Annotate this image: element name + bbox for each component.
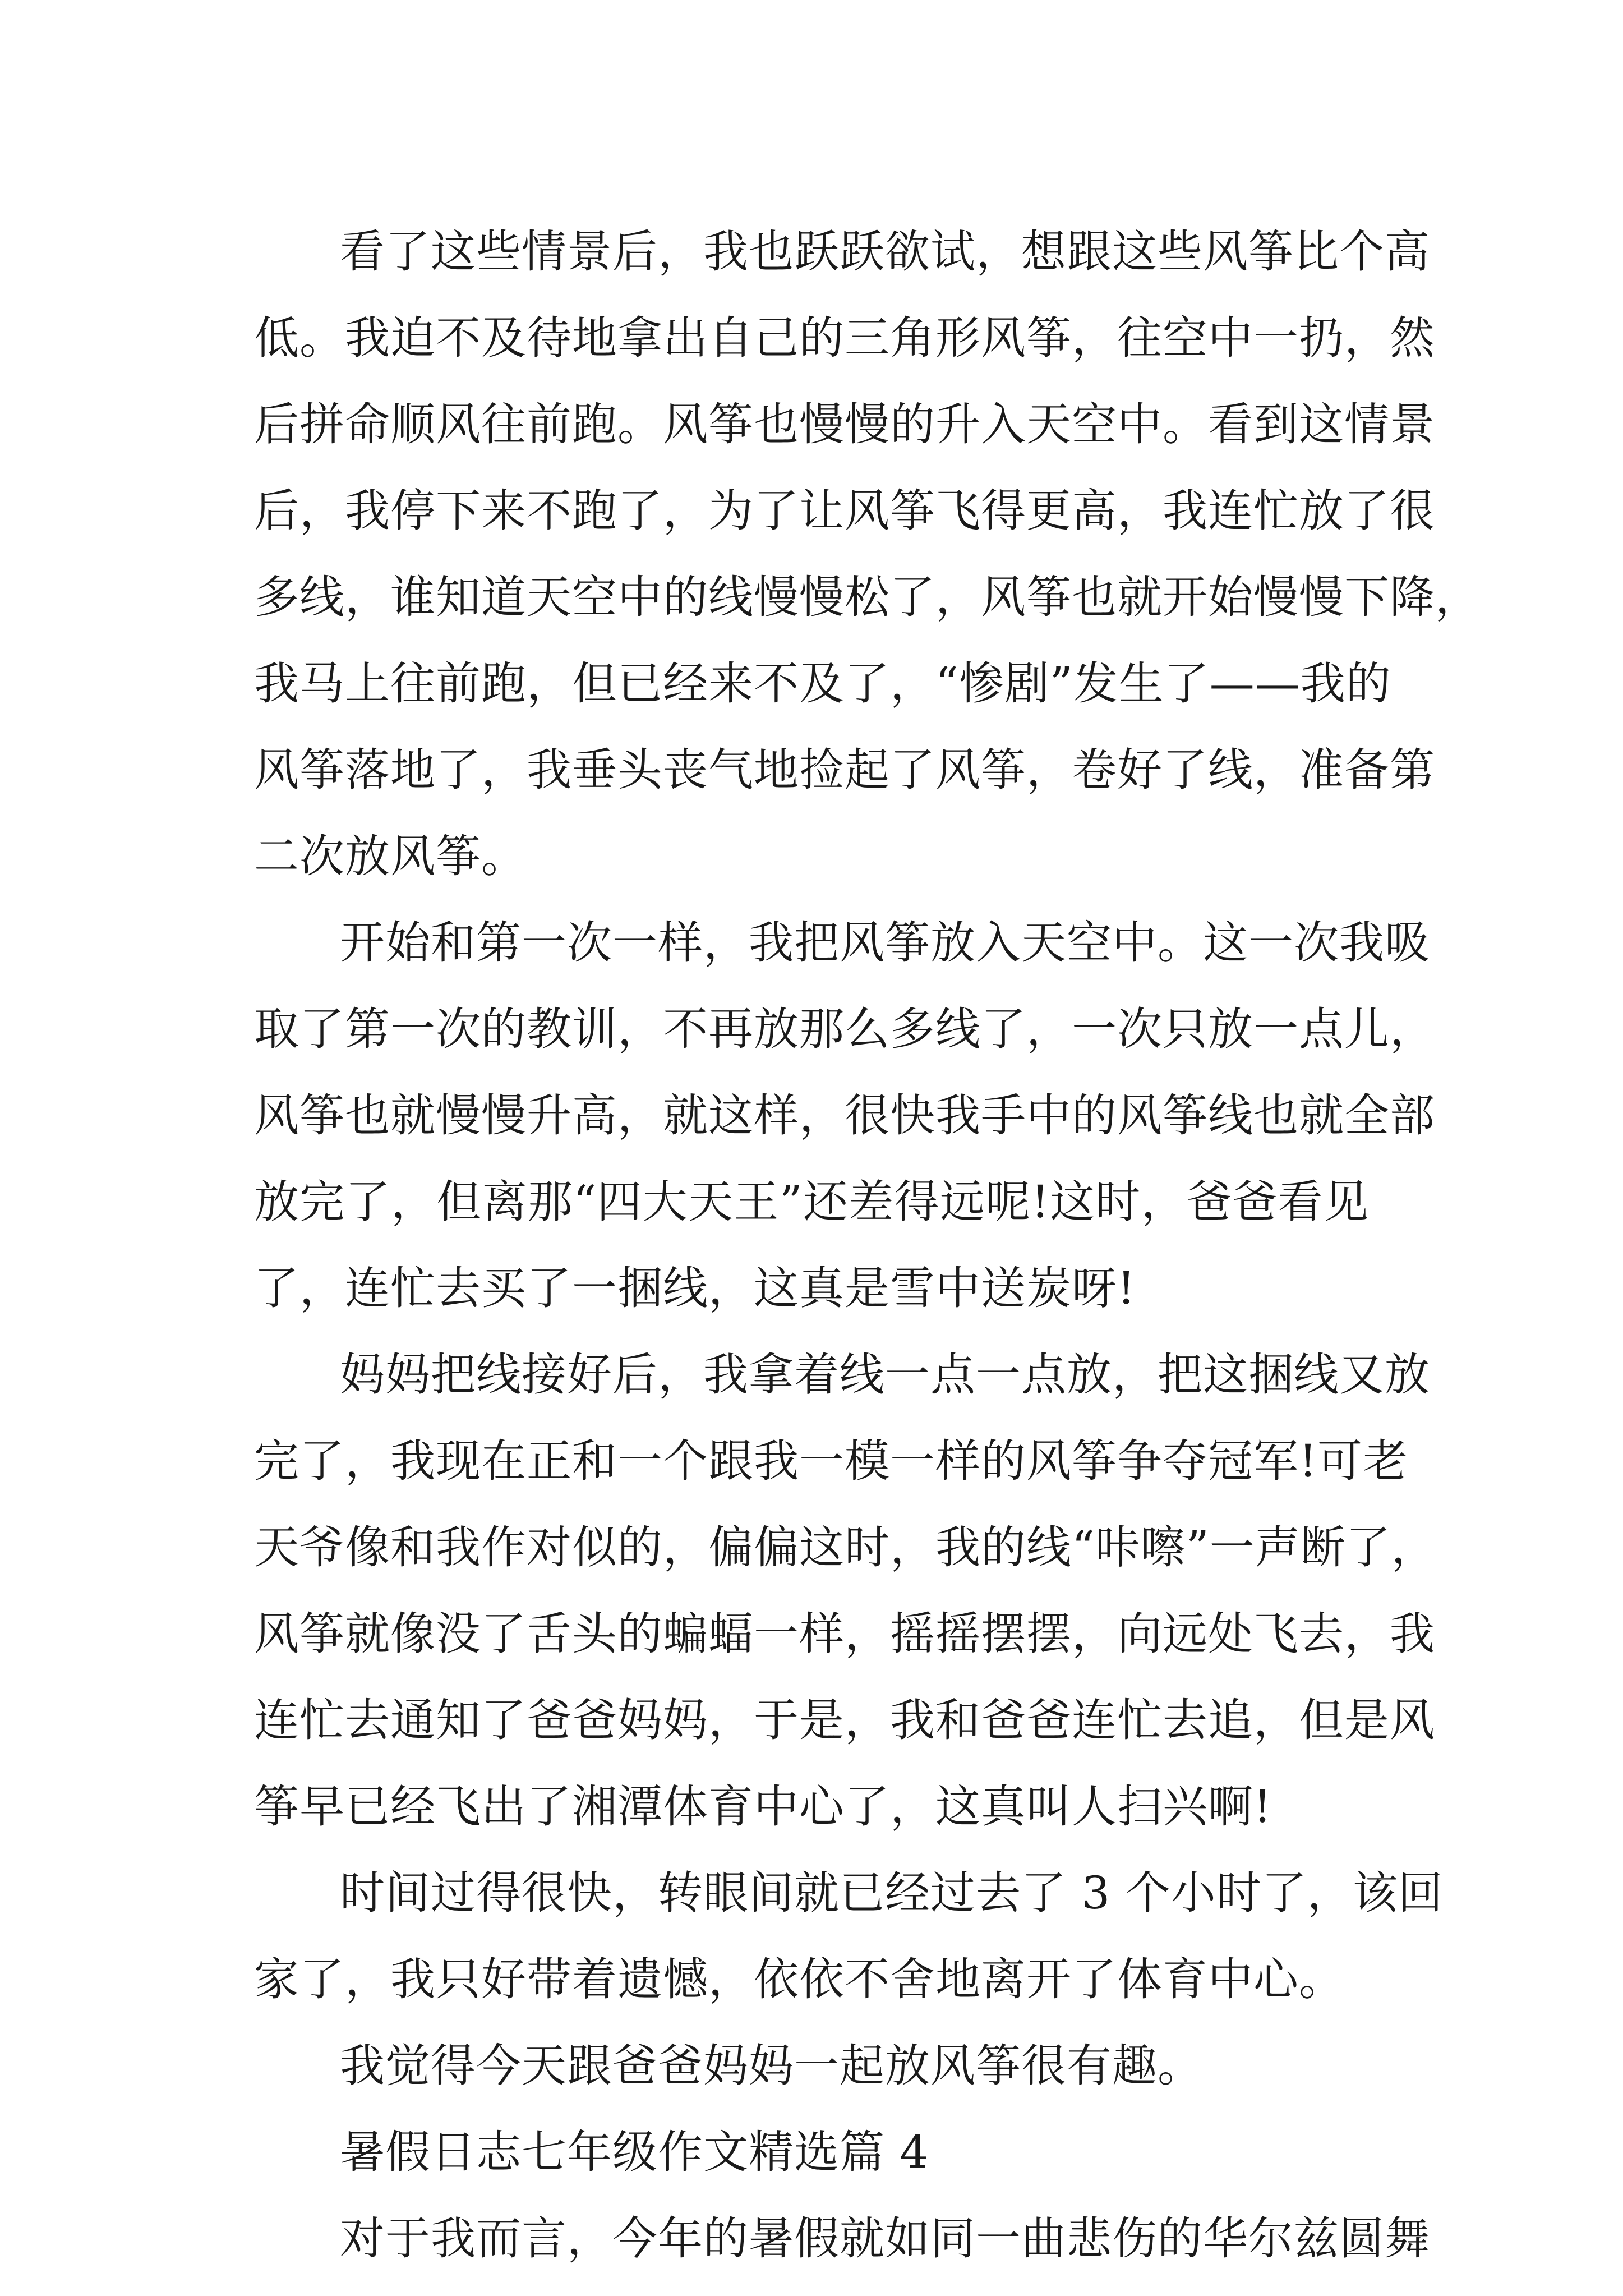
paragraph-1-line-4: 后，我停下来不跑了，为了让风筝飞得更高，我连忙放了很 — [254, 485, 1435, 537]
paragraph-1-line-8: 二次放风筝。 — [254, 830, 527, 882]
paragraph-2-line-1: 开始和第一次一样，我把风筝放入天空中。这一次我吸 — [340, 917, 1430, 969]
paragraph-3-line-6: 筝早已经飞出了湘潭体育中心了，这真叫人扫兴啊! — [254, 1780, 1272, 1833]
paragraph-1-line-1: 看了这些情景后，我也跃跃欲试，想跟这些风筝比个高 — [340, 226, 1430, 278]
paragraph-5-line-1: 我觉得今天跟爸爸妈妈一起放风筝很有趣。 — [340, 2040, 1203, 2092]
paragraph-7-line-1: 对于我而言，今年的暑假就如同一曲悲伤的华尔兹圆舞 — [340, 2212, 1430, 2265]
paragraph-1-line-3: 后拼命顺风往前跑。风筝也慢慢的升入天空中。看到这情景 — [254, 398, 1435, 450]
paragraph-3-line-3: 天爷像和我作对似的，偏偏这时，我的线“咔嚓”一声断了， — [254, 1521, 1437, 1573]
paragraph-1-line-5: 多线，谁知道天空中的线慢慢松了，风筝也就开始慢慢下降， — [254, 571, 1481, 623]
paragraph-3-line-4: 风筝就像没了舌头的蝙蝠一样，摇摇摆摆，向远处飞去，我 — [254, 1608, 1435, 1660]
section-heading: 暑假日志七年级作文精选篇 4 — [340, 2126, 929, 2178]
paragraph-3-line-5: 连忙去通知了爸爸妈妈，于是，我和爸爸连忙去追，但是风 — [254, 1694, 1435, 1746]
paragraph-3-line-1: 妈妈把线接好后，我拿着线一点一点放，把这捆线又放 — [340, 1349, 1430, 1401]
paragraph-4-line-2: 家了，我只好带着遗憾，依依不舍地离开了体育中心。 — [254, 1953, 1344, 2005]
paragraph-2-line-4: 放完了，但离那“四大天王”还差得远呢!这时，爸爸看见 — [254, 1176, 1369, 1228]
document-body — [254, 209, 1481, 2282]
paragraph-1-line-6: 我马上往前跑，但已经来不及了，“惨剧”发生了——我的 — [254, 657, 1391, 710]
paragraph-3-line-2: 完了，我现在正和一个跟我一模一样的风筝争夺冠军!可老 — [254, 1435, 1409, 1487]
paragraph-1-line-7: 风筝落地了，我垂头丧气地捡起了风筝，卷好了线，准备第 — [254, 744, 1435, 796]
paragraph-1-line-2: 低。我迫不及待地拿出自己的三角形风筝，往空中一扔，然 — [254, 312, 1435, 364]
paragraph-2-line-3: 风筝也就慢慢升高，就这样，很快我手中的风筝线也就全部 — [254, 1089, 1435, 1142]
paragraph-2-line-2: 取了第一次的教训，不再放那么多线了，一次只放一点儿， — [254, 1003, 1435, 1055]
paragraph-2-line-5: 了，连忙去买了一捆线，这真是雪中送炭呀! — [254, 1262, 1136, 1314]
paragraph-4-line-1: 时间过得很快，转眼间就已经过去了 3 个小时了，该回 — [340, 1867, 1444, 1919]
